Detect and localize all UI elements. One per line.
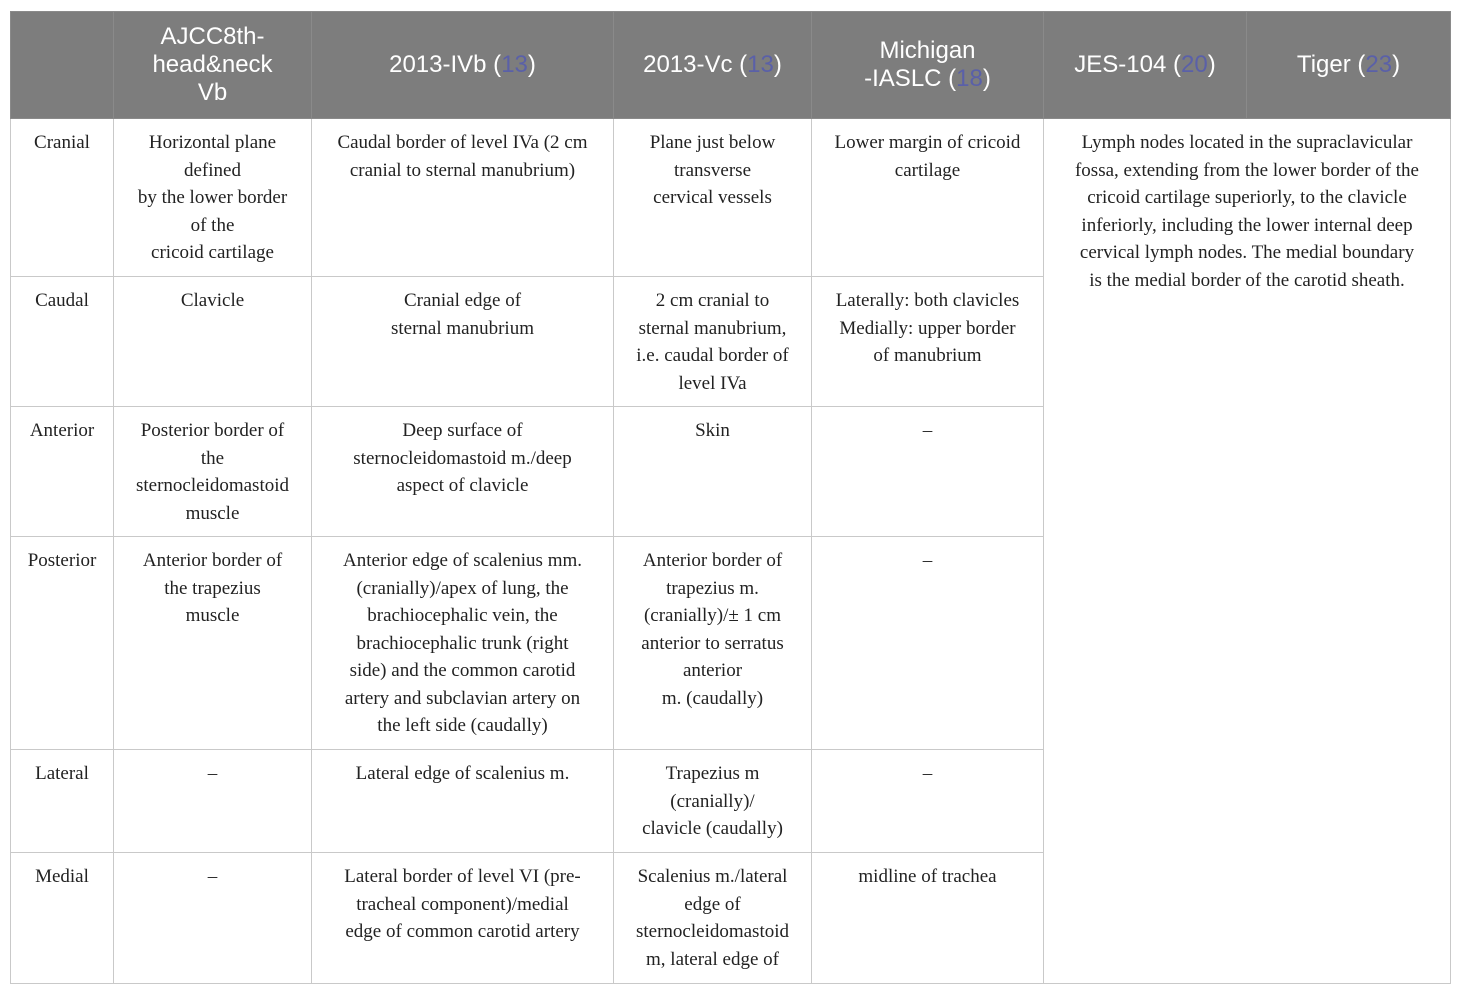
header-2013-vc-ref[interactable]: 13 bbox=[747, 51, 774, 78]
table-cell: Caudal border of level IVa (2 cm cranial to sternal manubrium) bbox=[312, 119, 614, 277]
table-cell: Anterior border of the trapezius muscle bbox=[114, 537, 312, 750]
merged-description: Lymph nodes located in the supraclavicular fossa, extending from the lower border of the cricoid cartilage superiorly, to the clavicle inferiorly, including the lower internal deep cervical lymph nodes. The medial boundary is the medial border of the carotid sheath. bbox=[1044, 119, 1451, 984]
table-cell: Lateral border of level VI (pre- tracheal component)/medial edge of common carotid artery bbox=[312, 853, 614, 984]
table-cell: – bbox=[812, 407, 1044, 537]
comparison-table bbox=[10, 11, 1451, 984]
table-cell: midline of trachea bbox=[812, 853, 1044, 984]
header-tiger-text: Tiger ( bbox=[1296, 51, 1366, 78]
row-label-lateral: Lateral bbox=[11, 750, 114, 853]
header-2013-ivb-close: ) bbox=[527, 51, 536, 78]
table-cell: Clavicle bbox=[114, 277, 312, 407]
header-2013-ivb bbox=[312, 12, 614, 119]
header-jes104 bbox=[1044, 12, 1247, 119]
header-row bbox=[11, 12, 1451, 119]
table-cell: Anterior border of trapezius m. (cranially)/± 1 cm anterior to serratus anterior m. (caudally) bbox=[614, 537, 812, 750]
row-label-anterior: Anterior bbox=[11, 407, 114, 537]
table-cell: Deep surface of sternocleidomastoid m./deep aspect of clavicle bbox=[312, 407, 614, 537]
table-cell: Anterior edge of scalenius mm. (cranially)/apex of lung, the brachiocephalic vein, the brachiocephalic trunk (right side) and the common carotid artery and subclavian artery on the left side (caudally) bbox=[312, 537, 614, 750]
row-label-caudal: Caudal bbox=[11, 277, 114, 407]
table-cell: – bbox=[114, 750, 312, 853]
table-cell: Cranial edge of sternal manubrium bbox=[312, 277, 614, 407]
header-tiger-ref[interactable]: 23 bbox=[1365, 51, 1393, 78]
table-row bbox=[11, 119, 1451, 277]
header-jes104-ref[interactable]: 20 bbox=[1181, 51, 1208, 78]
header-jes104-text: JES-104 ( bbox=[1074, 51, 1181, 78]
row-label-medial: Medial bbox=[11, 853, 114, 984]
header-2013-ivb-text: 2013-IVb ( bbox=[389, 51, 502, 78]
header-2013-ivb-ref[interactable]: 13 bbox=[501, 51, 528, 78]
header-ajcc bbox=[114, 12, 312, 119]
row-label-posterior: Posterior bbox=[11, 537, 114, 750]
table-cell: Trapezius m (cranially)/ clavicle (caudally) bbox=[614, 750, 812, 853]
row-label-cranial: Cranial bbox=[11, 119, 114, 277]
table-cell: – bbox=[812, 750, 1044, 853]
header-jes104-close: ) bbox=[1207, 51, 1216, 78]
table-cell: Horizontal plane defined by the lower border of the cricoid cartilage bbox=[114, 119, 312, 277]
header-2013-vc bbox=[614, 12, 812, 119]
table-cell: Posterior border of the sternocleidomastoid muscle bbox=[114, 407, 312, 537]
table-cell: Scalenius m./lateral edge of sternocleidomastoid m, lateral edge of bbox=[614, 853, 812, 984]
header-ajcc-text: AJCC8th- head&neck Vb bbox=[152, 23, 273, 106]
header-michigan-close: ) bbox=[982, 65, 991, 92]
header-tiger bbox=[1247, 12, 1451, 119]
table-cell: Lower margin of cricoid cartilage bbox=[812, 119, 1044, 277]
header-michigan-ref[interactable]: 18 bbox=[956, 65, 983, 92]
header-michigan bbox=[812, 12, 1044, 119]
table-cell: – bbox=[114, 853, 312, 984]
table-cell: 2 cm cranial to sternal manubrium, i.e. caudal border of level IVa bbox=[614, 277, 812, 407]
header-tiger-close: ) bbox=[1392, 51, 1401, 78]
header-empty bbox=[11, 12, 114, 119]
table-cell: – bbox=[812, 537, 1044, 750]
header-michigan-text: Michigan -IASLC ( bbox=[864, 37, 976, 92]
table-cell: Lateral edge of scalenius m. bbox=[312, 750, 614, 853]
header-2013-vc-close: ) bbox=[773, 51, 782, 78]
table-cell: Skin bbox=[614, 407, 812, 537]
header-2013-vc-text: 2013-Vc ( bbox=[643, 51, 748, 78]
table-cell: Plane just below transverse cervical vessels bbox=[614, 119, 812, 277]
table-cell: Laterally: both clavicles Medially: upper border of manubrium bbox=[812, 277, 1044, 407]
